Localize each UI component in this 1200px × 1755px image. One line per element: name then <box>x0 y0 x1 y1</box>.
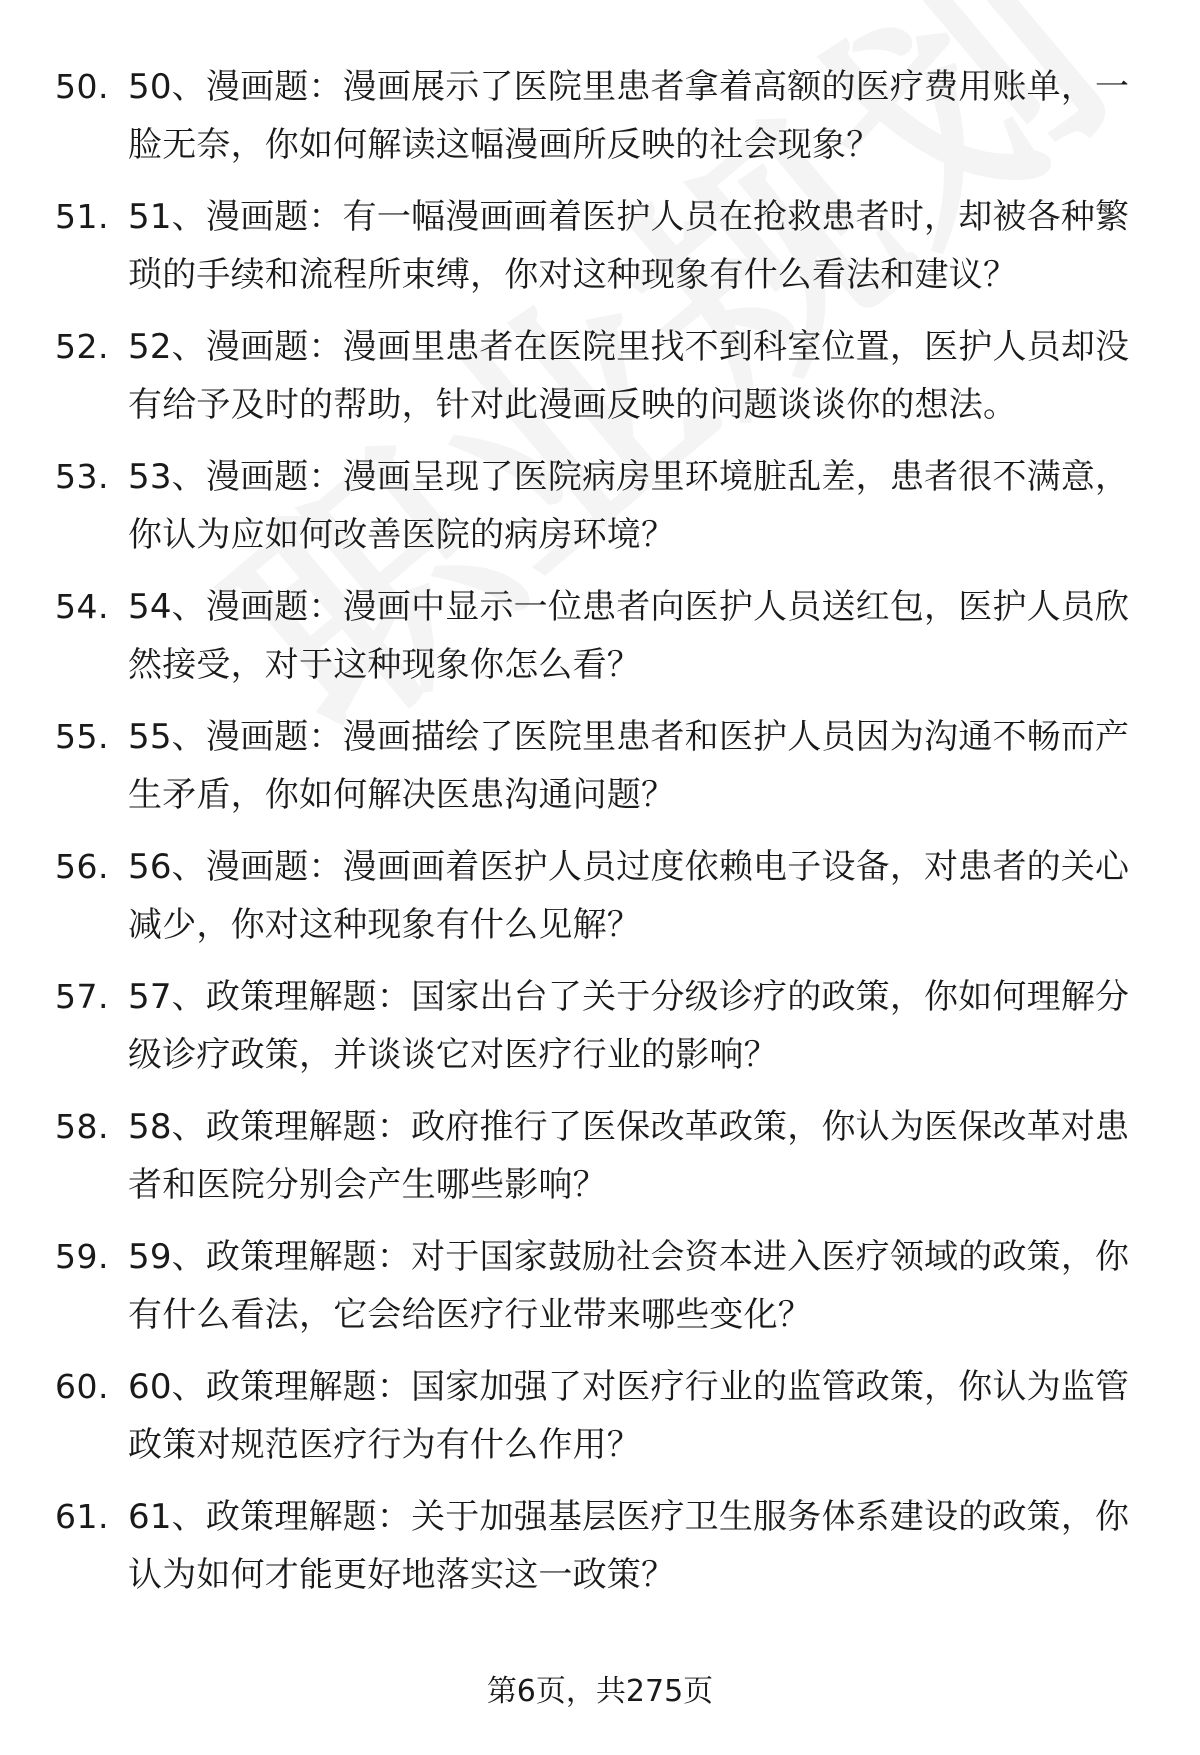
question-item <box>0 1488 1200 1618</box>
question-text: 56、漫画题：漫画画着医护人员过度依赖电子设备，对患者的关心减少，你对这种现象有什么见解？ <box>128 847 1130 945</box>
question-text: 58、政策理解题：政府推行了医保改革政策，你认为医保改革对患者和医院分别会产生哪些影响？ <box>128 1107 1130 1205</box>
page-footer: 第6页，共275页 <box>486 1674 714 1709</box>
question-number: 58. <box>55 1107 109 1146</box>
question-text: 54、漫画题：漫画中显示一位患者向医护人员送红包，医护人员欣然接受，对于这种现象你怎么看？ <box>128 587 1130 685</box>
question-number: 53. <box>55 457 109 496</box>
question-item <box>0 838 1200 968</box>
question-item <box>0 708 1200 838</box>
question-text: 50、漫画题：漫画展示了医院里患者拿着高额的医疗费用账单，一脸无奈，你如何解读这幅漫画所反映的社会现象？ <box>128 67 1130 165</box>
question-item <box>0 1228 1200 1358</box>
question-number: 61. <box>55 1497 109 1536</box>
question-number: 57. <box>55 977 109 1016</box>
question-item <box>0 188 1200 318</box>
question-number: 54. <box>55 587 109 626</box>
question-number: 55. <box>55 717 109 756</box>
question-text: 52、漫画题：漫画里患者在医院里找不到科室位置，医护人员却没有给予及时的帮助，针对此漫画反映的问题谈谈你的想法。 <box>128 327 1130 425</box>
question-item <box>0 578 1200 708</box>
question-text: 60、政策理解题：国家加强了对医疗行业的监管政策，你认为监管政策对规范医疗行为有什么作用？ <box>128 1367 1130 1465</box>
question-item <box>0 318 1200 448</box>
question-number: 50. <box>55 67 109 106</box>
question-list <box>0 58 1200 1618</box>
question-text: 61、政策理解题：关于加强基层医疗卫生服务体系建设的政策，你认为如何才能更好地落实这一政策？ <box>128 1497 1130 1595</box>
question-number: 60. <box>55 1367 109 1406</box>
question-item <box>0 448 1200 578</box>
question-item <box>0 1098 1200 1228</box>
question-item <box>0 58 1200 188</box>
question-number: 52. <box>55 327 109 366</box>
question-number: 51. <box>55 197 109 236</box>
question-text: 51、漫画题：有一幅漫画画着医护人员在抢救患者时，却被各种繁琐的手续和流程所束缚，你对这种现象有什么看法和建议？ <box>128 197 1130 295</box>
question-text: 57、政策理解题：国家出台了关于分级诊疗的政策，你如何理解分级诊疗政策，并谈谈它对医疗行业的影响？ <box>128 977 1130 1075</box>
question-text: 53、漫画题：漫画呈现了医院病房里环境脏乱差，患者很不满意，你认为应如何改善医院的病房环境？ <box>128 457 1130 555</box>
question-text: 55、漫画题：漫画描绘了医院里患者和医护人员因为沟通不畅而产生矛盾，你如何解决医患沟通问题？ <box>128 717 1130 815</box>
question-item <box>0 1358 1200 1488</box>
question-item <box>0 968 1200 1098</box>
question-number: 56. <box>55 847 109 886</box>
question-number: 59. <box>55 1237 109 1276</box>
question-text: 59、政策理解题：对于国家鼓励社会资本进入医疗领域的政策，你有什么看法，它会给医疗行业带来哪些变化？ <box>128 1237 1130 1335</box>
